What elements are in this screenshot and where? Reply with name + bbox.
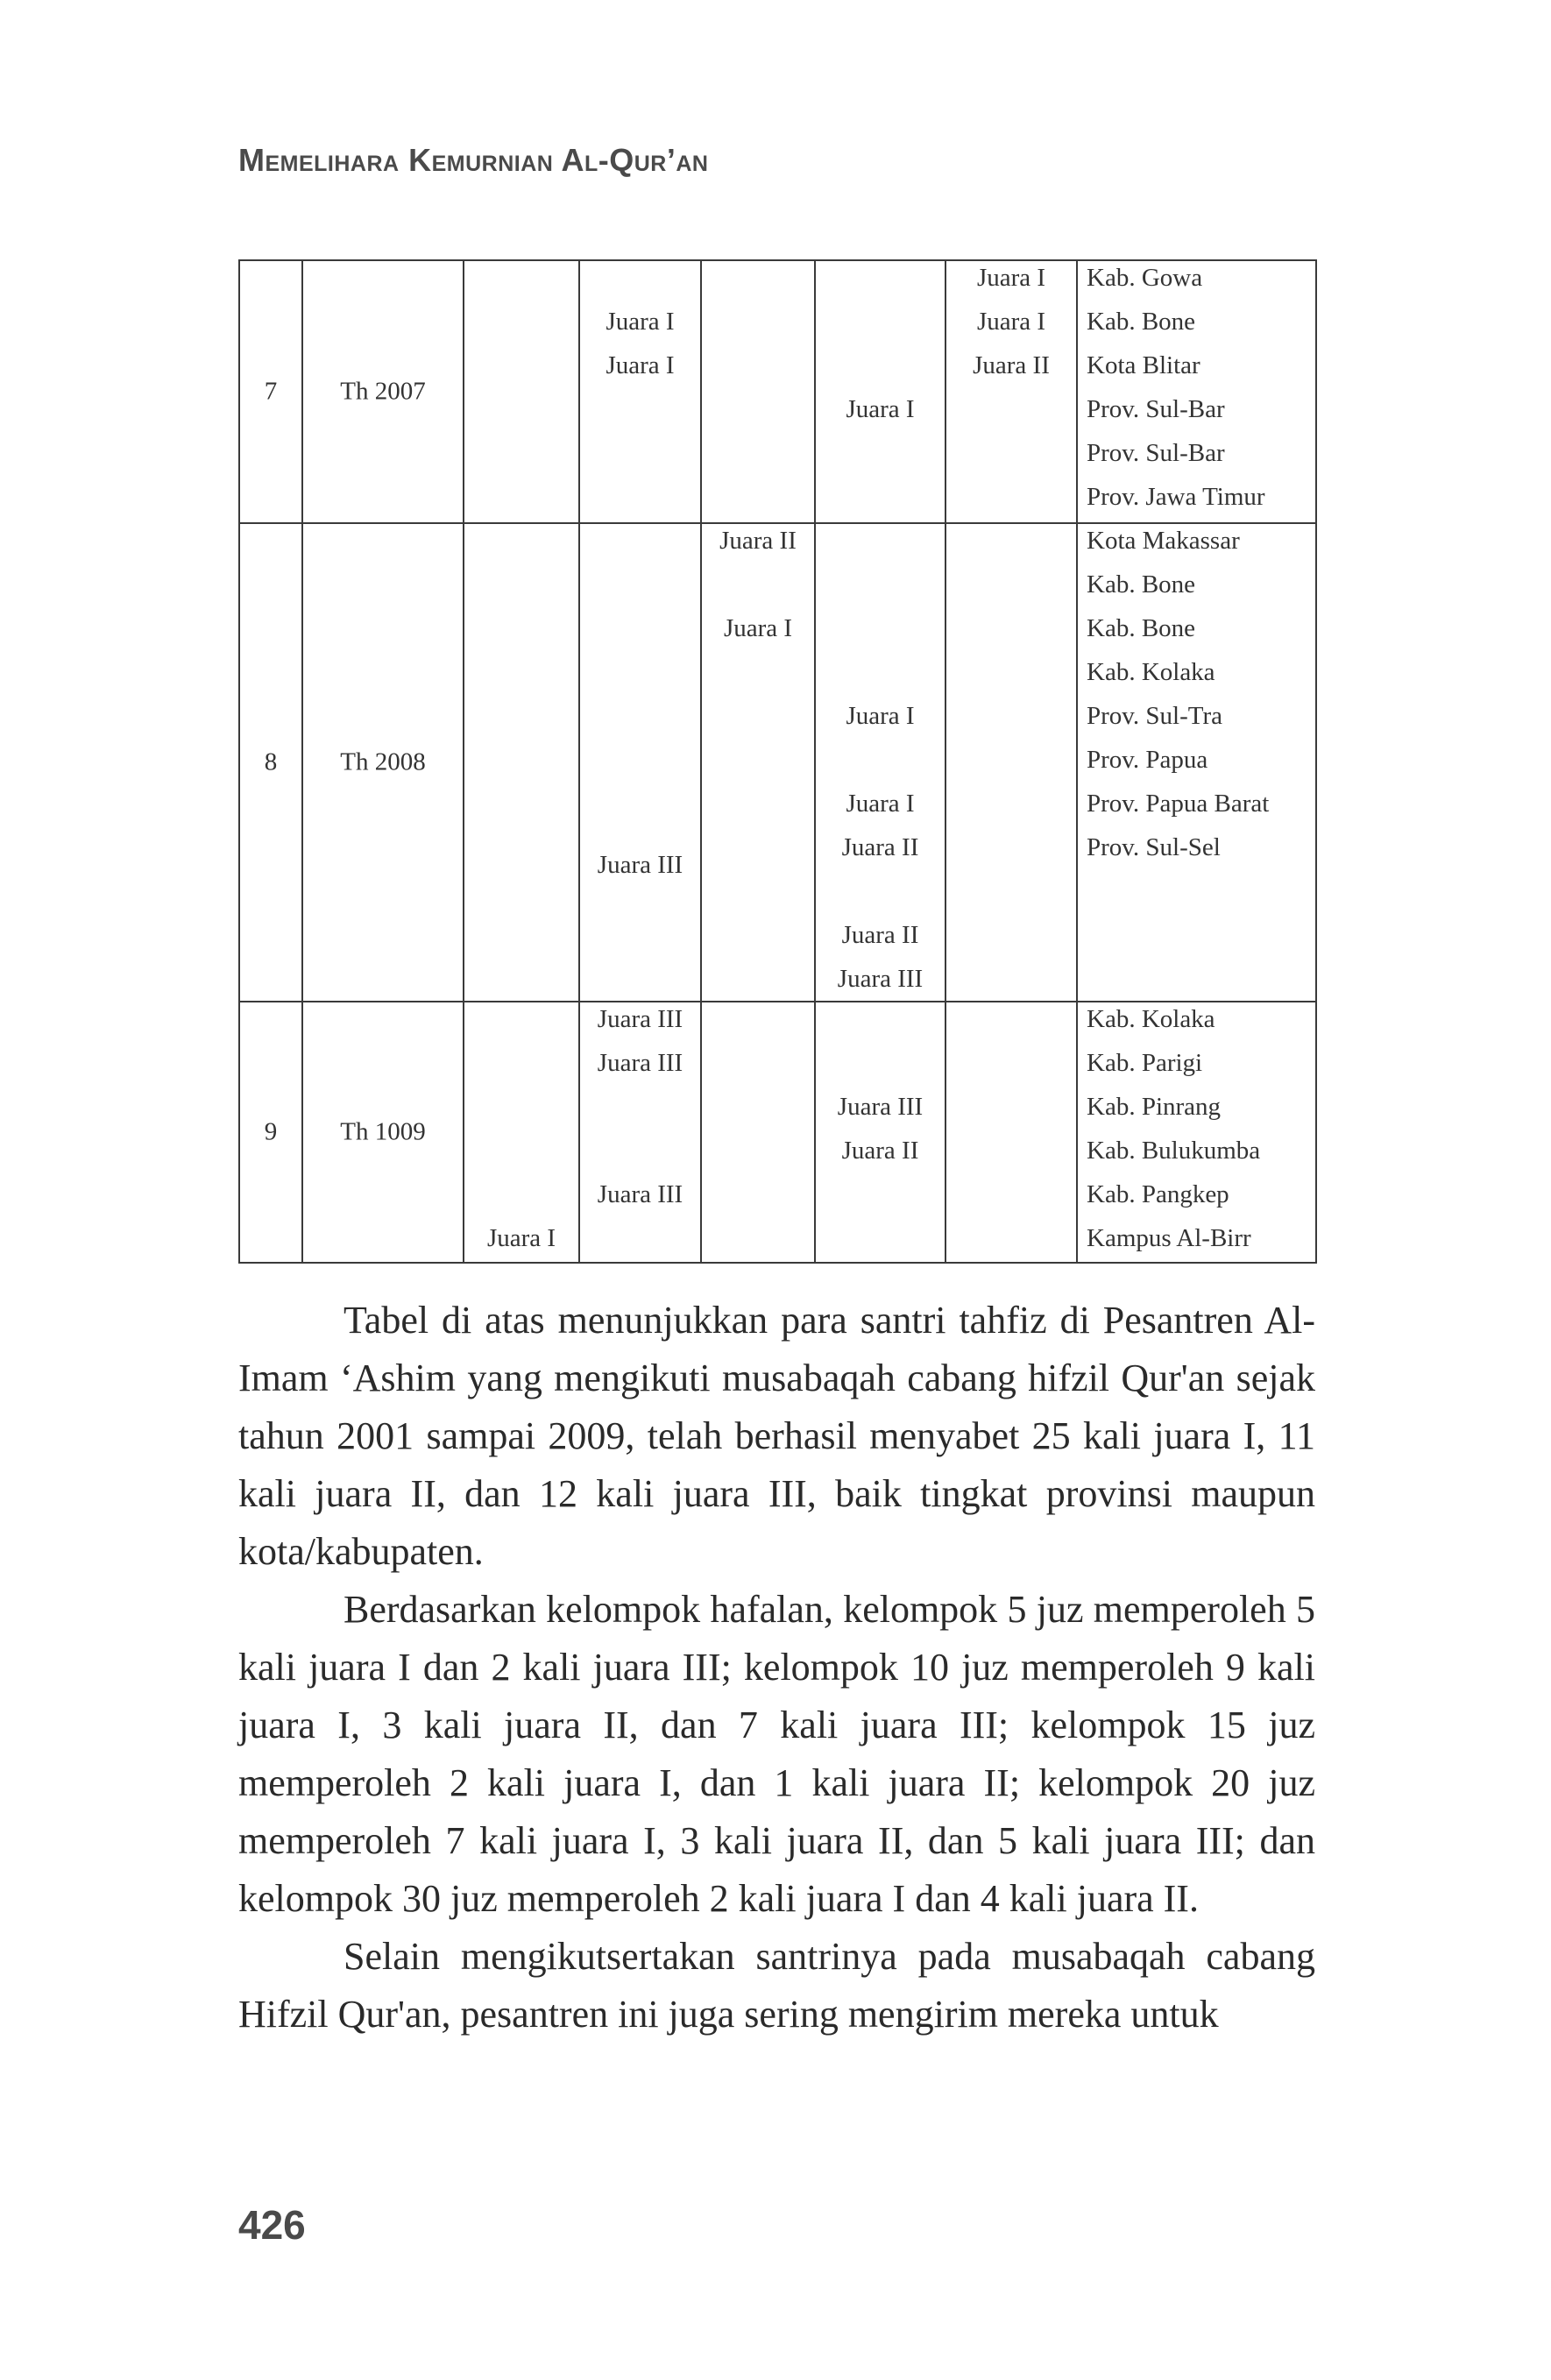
- col5-cell: [701, 1002, 815, 1263]
- col5-cell: [701, 523, 815, 1002]
- region-label: Kab. Kolaka: [1087, 658, 1215, 686]
- result-label: Juara I: [846, 790, 915, 818]
- row-number: 7: [264, 377, 278, 406]
- result-label: Juara III: [837, 965, 924, 993]
- year-cell: [302, 523, 464, 1002]
- col3-cell: [464, 1002, 579, 1263]
- paragraph: Tabel di atas menunjukkan para santri tahfiz di Pesantren Al-Imam ‘Ashim yang mengikuti musabaqah cabang hifzil Qur'an sejak tahun 2001 sampai 2009, telah berhasil menyabet 25 kali juara I, 11 kali juara II, dan 12 kali juara III, baik tingkat provinsi maupun kota/kabupaten.: [238, 1299, 1315, 1573]
- table-row: [239, 523, 1316, 1002]
- region-label: Kab. Bone: [1087, 570, 1196, 599]
- region-label: Prov. Papua Barat: [1087, 790, 1270, 818]
- col3-cell: [464, 260, 579, 523]
- region-label: Prov. Sul-Sel: [1087, 833, 1221, 861]
- year: Th 2008: [340, 747, 426, 776]
- col7-cell: [945, 523, 1077, 1002]
- row-number-cell: [239, 1002, 302, 1263]
- result-label: Juara I: [976, 308, 1046, 336]
- result-label: Juara I: [486, 1224, 556, 1252]
- region-cell: [1077, 260, 1316, 523]
- result-label: Juara III: [837, 1093, 924, 1121]
- row-number: 9: [264, 1117, 278, 1146]
- result-label: Juara III: [597, 1049, 683, 1077]
- col6-cell: [815, 1002, 945, 1263]
- region-label: Kab. Pinrang: [1087, 1093, 1222, 1121]
- region-label: Prov. Papua: [1087, 746, 1208, 774]
- region-cell: [1077, 1002, 1316, 1263]
- region-label: Kab. Gowa: [1087, 264, 1203, 292]
- region-label: Kota Makassar: [1087, 527, 1240, 555]
- region-label: Prov. Sul-Bar: [1087, 439, 1225, 467]
- col4-cell: [579, 260, 701, 523]
- region-label: Prov. Sul-Tra: [1087, 702, 1222, 730]
- result-label: Juara I: [723, 614, 793, 642]
- col4-cell: [579, 1002, 701, 1263]
- region-label: Kampus Al-Birr: [1087, 1224, 1251, 1252]
- result-label: Juara I: [606, 308, 675, 336]
- body-text: [238, 1292, 1315, 2044]
- col6-cell: [815, 523, 945, 1002]
- col5-cell: [701, 260, 815, 523]
- row-number-cell: [239, 523, 302, 1002]
- result-label: Juara II: [719, 527, 797, 555]
- row-number-cell: [239, 260, 302, 523]
- col7-cell: [945, 260, 1077, 523]
- year: Th 2007: [340, 377, 426, 406]
- result-label: Juara II: [841, 833, 919, 861]
- result-label: Juara I: [846, 395, 915, 423]
- region-label: Kota Blitar: [1087, 351, 1200, 379]
- page-number: 426: [238, 2202, 306, 2248]
- year-cell: [302, 1002, 464, 1263]
- result-label: Juara I: [606, 351, 675, 379]
- running-header: Memelihara Kemurnian Al-Qur’an: [238, 142, 709, 178]
- region-label: Kab. Pangkep: [1087, 1180, 1229, 1208]
- region-label: Kab. Kolaka: [1087, 1005, 1215, 1033]
- result-label: Juara III: [597, 1180, 683, 1208]
- col6-cell: [815, 260, 945, 523]
- result-label: Juara II: [841, 921, 919, 949]
- table-row: [239, 1002, 1316, 1263]
- row-number: 8: [264, 747, 278, 776]
- region-label: Kab. Bone: [1087, 614, 1196, 642]
- region-label: Prov. Jawa Timur: [1087, 483, 1265, 511]
- year: Th 1009: [340, 1117, 426, 1146]
- col7-cell: [945, 1002, 1077, 1263]
- year-cell: [302, 260, 464, 523]
- col4-cell: [579, 523, 701, 1002]
- result-label: Juara I: [976, 264, 1046, 292]
- region-label: Kab. Bone: [1087, 308, 1196, 336]
- col3-cell: [464, 523, 579, 1002]
- paragraph: Berdasarkan kelompok hafalan, kelompok 5 juz memperoleh 5 kali juara I dan 2 kali juara III; kelompok 10 juz memperoleh 9 kali juara I, 3 kali juara II, dan 7 kali juara III; kelompok 15 juz memperoleh 2 kali juara I, dan 1 kali juara II; kelompok 20 juz memperoleh 7 kali juara I, 3 kali juara II, dan 5 kali juara III; dan kelompok 30 juz memperoleh 2 kali juara I dan 4 kali juara II.: [238, 1588, 1315, 1920]
- result-label: Juara III: [597, 851, 683, 879]
- region-label: Kab. Bulukumba: [1087, 1137, 1261, 1165]
- result-label: Juara II: [841, 1137, 919, 1165]
- result-label: Juara III: [597, 1005, 683, 1033]
- region-label: Prov. Sul-Bar: [1087, 395, 1225, 423]
- table-row: [239, 260, 1316, 523]
- result-label: Juara I: [846, 702, 915, 730]
- competition-results-table: [238, 259, 1317, 1264]
- region-cell: [1077, 523, 1316, 1002]
- region-label: Kab. Parigi: [1087, 1049, 1203, 1077]
- paragraph: Selain mengikutsertakan santrinya pada musabaqah cabang Hifzil Qur'an, pesantren ini juga sering mengirim mereka untuk: [238, 1935, 1315, 2036]
- result-label: Juara II: [973, 351, 1050, 379]
